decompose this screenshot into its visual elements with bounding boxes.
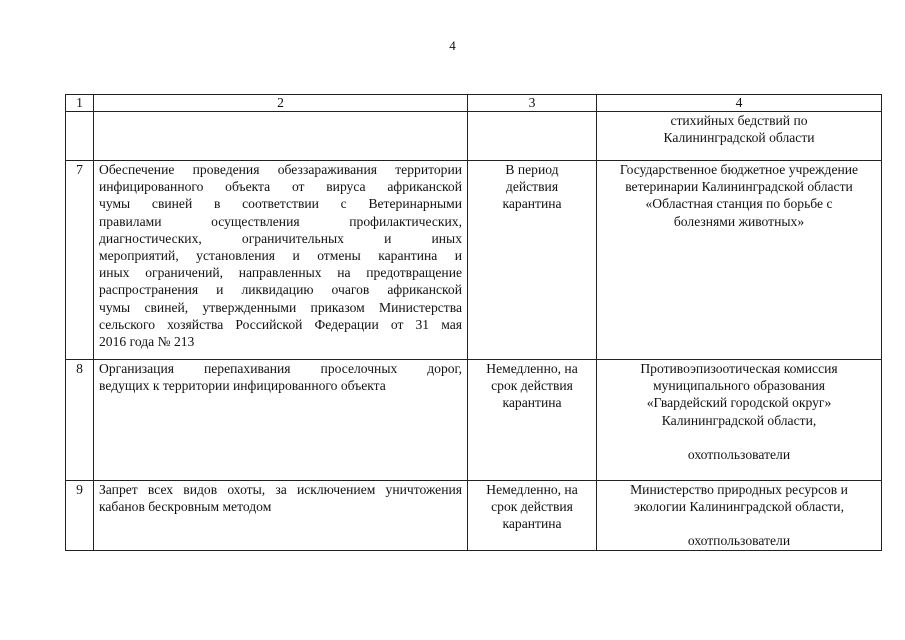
description-line: Запрет всех видов охоты, за исключением уничтожения (99, 482, 462, 497)
description-line: Организация перепахивания проселочных дорог, (99, 361, 462, 376)
row-term (468, 481, 597, 551)
term-line: В период (505, 162, 559, 177)
description-line: кабанов бескровным методом (99, 499, 272, 515)
term-line: карантина (502, 516, 562, 532)
table-row-continuation (66, 112, 882, 161)
responsible-line: Калининградской области (663, 130, 815, 146)
description-line: чумы свиней в соответствии с Ветеринарными (99, 196, 462, 212)
row-number: 9 (66, 481, 94, 551)
responsible-line: Министерство природных ресурсов и (630, 482, 848, 497)
row-term (468, 360, 597, 481)
responsible-extra: охотпользователи (687, 533, 791, 549)
measures-table (65, 94, 882, 551)
description-line: распространения и ликвидацию очагов африканской (99, 282, 462, 298)
row-number: 7 (66, 161, 94, 360)
cell-number (66, 112, 94, 161)
responsible-line: ветеринарии Калининградской области (625, 179, 853, 195)
responsible-line: Государственное бюджетное учреждение (619, 162, 859, 177)
row-description (94, 481, 468, 551)
row-description (94, 360, 468, 481)
line-gap (602, 429, 876, 446)
term-line: карантина (502, 395, 562, 411)
row-responsible (597, 161, 882, 360)
responsible-line: стихийных бедствий по (670, 113, 808, 128)
page-number: 4 (449, 38, 456, 53)
description-line: инфицированного объекта от вируса африканской (99, 179, 462, 195)
cell-term (468, 112, 597, 161)
term-line: Немедленно, на (486, 482, 578, 497)
line-gap (602, 515, 876, 532)
description-line: мероприятий, установления и отмены карантина и (99, 248, 462, 264)
responsible-line: болезнями животных» (673, 213, 805, 229)
header-cell-responsible: 4 (597, 95, 882, 112)
responsible-line: Противоэпизоотическая комиссия (640, 361, 838, 376)
description-line: иных ограничений, направленных на предотвращение (99, 265, 462, 281)
responsible-line: Калининградской области, (661, 412, 817, 428)
table-header-row (66, 95, 882, 112)
responsible-line: «Областная станция по борьбе с (645, 196, 833, 212)
header-cell-description: 2 (94, 95, 468, 112)
responsible-line: экологии Калининградской области, (634, 499, 844, 515)
cell-description (94, 112, 468, 161)
description-line: Обеспечение проведения обеззараживания территории (99, 162, 462, 177)
description-line: правилами осуществления профилактических, (99, 213, 462, 229)
row-description (94, 161, 468, 360)
description-line: диагностических, ограничительных и иных (99, 230, 462, 246)
responsible-line: «Гвардейский городской округ» (646, 395, 832, 411)
term-line: срок действия (491, 378, 573, 394)
responsible-extra: охотпользователи (687, 446, 791, 462)
term-line: Немедленно, на (486, 361, 578, 376)
table-row (66, 360, 882, 481)
row-responsible (597, 481, 882, 551)
term-line: срок действия (491, 499, 573, 515)
description-line: ведущих к территории инфицированного объекта (99, 378, 386, 394)
term-line: карантина (502, 196, 562, 212)
description-line: сельского хозяйства Российской Федерации от 31 мая (99, 316, 462, 332)
header-cell-number: 1 (66, 95, 94, 112)
header-cell-term: 3 (468, 95, 597, 112)
row-responsible (597, 360, 882, 481)
term-line: действия (505, 179, 559, 195)
table-row (66, 481, 882, 551)
table-row (66, 161, 882, 360)
row-term (468, 161, 597, 360)
responsible-line: муниципального образования (652, 378, 826, 394)
cell-responsible (597, 112, 882, 161)
row-number: 8 (66, 360, 94, 481)
description-line: 2016 года № 213 (99, 334, 195, 350)
description-line: чумы свиней, утвержденными приказом Министерства (99, 299, 462, 315)
